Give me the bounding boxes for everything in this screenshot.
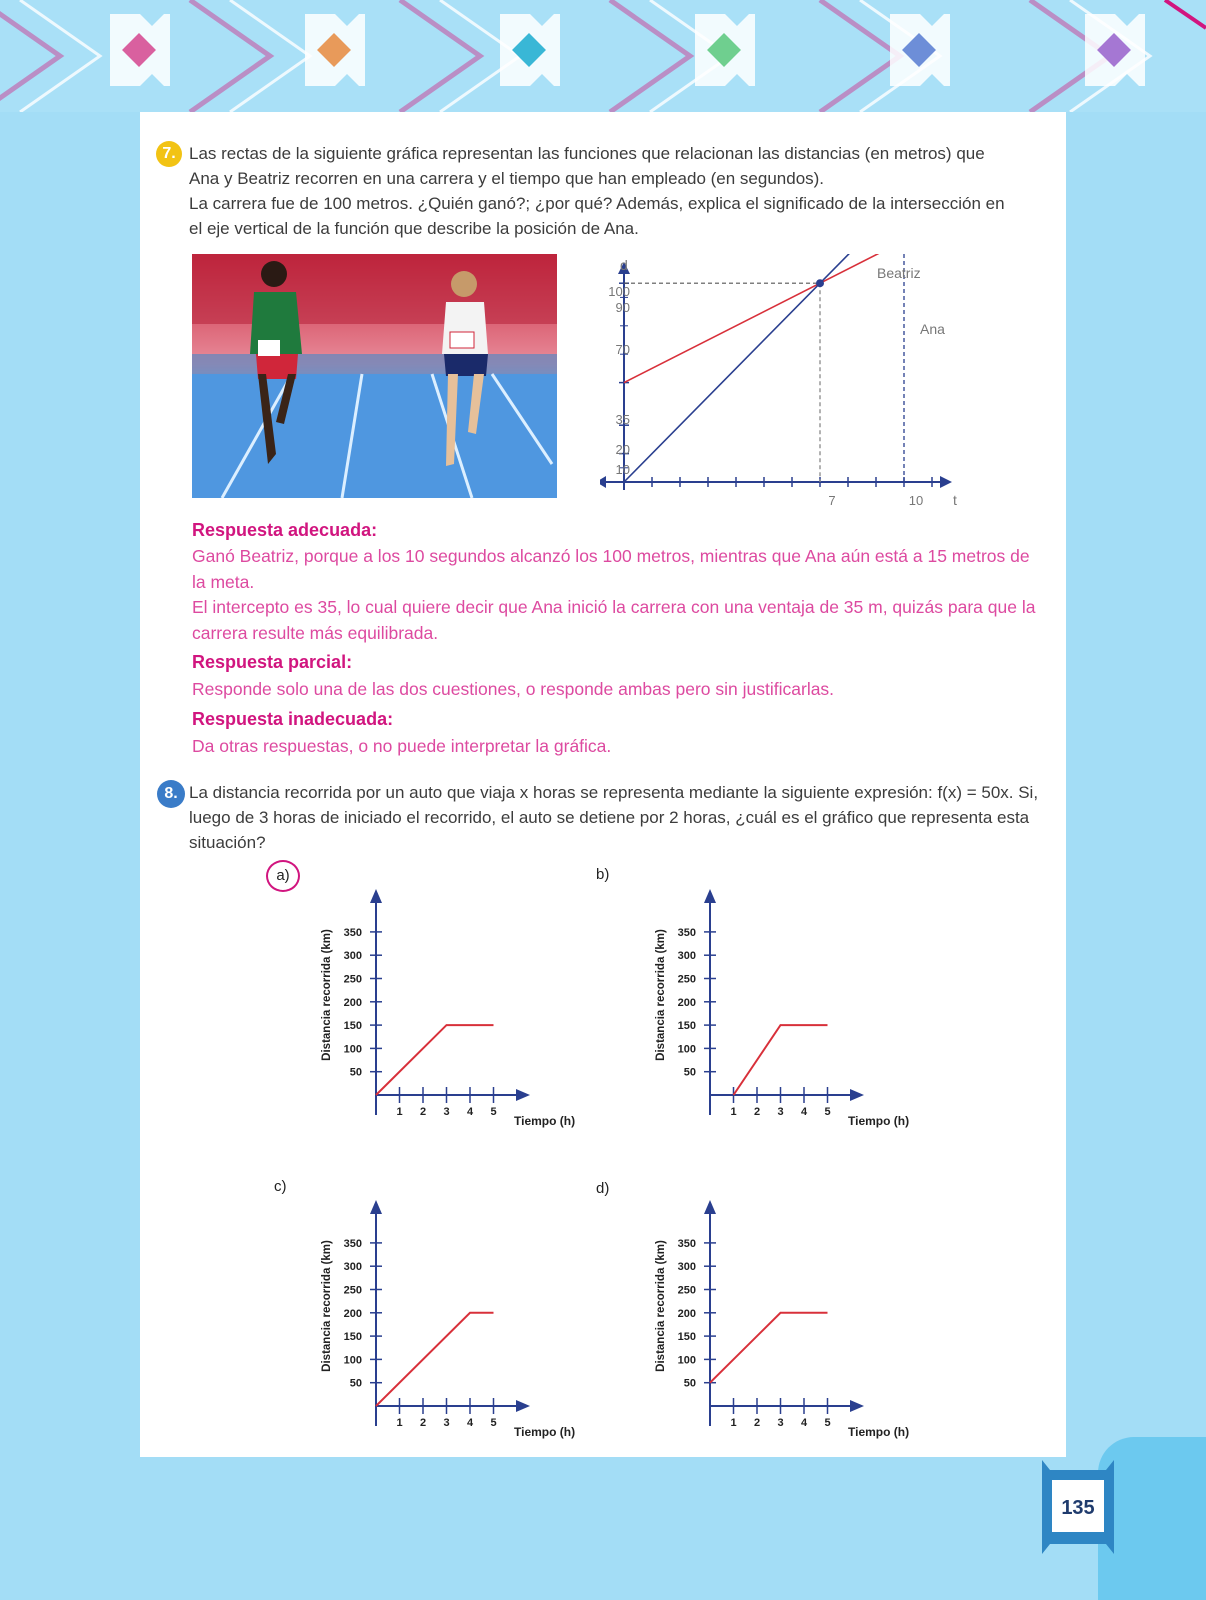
mini-y-tick-label: 50 — [683, 1377, 696, 1390]
mini-y-tick-label: 200 — [343, 996, 362, 1009]
mini-x-tick-label: 1 — [396, 1106, 403, 1118]
mini-x-tick-label: 3 — [777, 1106, 784, 1118]
question-7-text: Las rectas de la siguiente gráfica representan las funciones que relacionan las distancias (en metros) que Ana y Beatriz recorren en una carrera y el tiempo que han empleado (en segundos). La carrera fue de 100 metros. ¿Quién ganó?; ¿por qué? Además, explica el significado de la intersección en el eje vertical de la función que describe la posición de Ana. — [189, 144, 1005, 238]
q7-distance-time-chart — [600, 254, 970, 514]
mini-x-tick-label: 3 — [443, 1106, 450, 1118]
mini-x-tick-label: 1 — [396, 1417, 403, 1429]
mini-x-tick-label: 5 — [490, 1417, 497, 1429]
mini-y-arrow — [370, 1200, 382, 1214]
q7-x-arrow-left — [600, 476, 606, 488]
option-a-chart[interactable] — [320, 885, 600, 1140]
q7-ytick-20: 20 — [615, 442, 630, 457]
question-8-text: La distancia recorrida por un auto que viaja x horas se representa mediante la siguiente expresión: f(x) = 50x. Si, luego de 3 horas de iniciado el recorrido, el auto se detiene por 2 horas, ¿cuál es el gráfico que representa esta situación? — [189, 783, 1039, 852]
partial-answer-heading: Respuesta parcial: — [192, 652, 353, 672]
mini-y-tick-label: 350 — [677, 1237, 696, 1250]
mini-x-tick-label: 2 — [419, 1106, 427, 1118]
mini-x-tick-label: 2 — [753, 1417, 761, 1429]
option-b-chart[interactable] — [654, 885, 934, 1140]
mini-x-tick-label: 5 — [490, 1106, 497, 1118]
mini-x-tick-label: 1 — [730, 1417, 737, 1429]
option-c-label[interactable]: c) — [274, 1178, 287, 1195]
mini-x-tick-label: 3 — [777, 1417, 784, 1429]
q7-line-beatriz — [624, 254, 940, 482]
mini-x-tick-label: 4 — [466, 1106, 474, 1118]
mini-y-tick-label: 50 — [349, 1377, 362, 1390]
q7-xtick-7: 7 — [828, 493, 836, 508]
mini-y-tick-label: 150 — [677, 1331, 696, 1344]
mini-y-tick-label: 350 — [343, 1237, 362, 1250]
mini-y-tick-label: 200 — [343, 1307, 362, 1320]
mini-x-tick-label: 1 — [730, 1106, 737, 1118]
q7-ytick-100: 100 — [608, 284, 630, 299]
runners-photo — [192, 254, 557, 498]
mini-x-axis-label: Tiempo (h) — [514, 1425, 576, 1439]
mini-y-tick-label: 350 — [677, 926, 696, 939]
mini-y-tick-label: 250 — [343, 973, 362, 986]
mini-series-line — [734, 1025, 828, 1095]
mini-y-axis-label: Distancia recorrida (km) — [655, 929, 667, 1061]
q7-intersection-point — [816, 279, 824, 287]
q7-y-axis-label: d — [620, 257, 628, 273]
question-7-badge: 7. — [156, 141, 182, 167]
mini-x-tick-label: 4 — [466, 1417, 474, 1429]
mini-y-arrow — [704, 1200, 716, 1214]
decorative-banner — [0, 0, 1206, 112]
mini-y-tick-label: 200 — [677, 996, 696, 1009]
q7-ytick-90: 90 — [615, 300, 630, 315]
mini-y-tick-label: 300 — [343, 950, 362, 963]
mini-series-line — [710, 1313, 828, 1383]
option-d-label[interactable]: d) — [596, 1180, 610, 1197]
adequate-answer-heading: Respuesta adecuada: — [192, 520, 378, 540]
mini-y-tick-label: 50 — [683, 1066, 696, 1079]
mini-x-tick-label: 4 — [800, 1417, 808, 1429]
mini-x-arrow — [516, 1089, 530, 1101]
q7-ytick-10: 10 — [615, 462, 630, 477]
mini-y-tick-label: 200 — [677, 1307, 696, 1320]
option-c-chart[interactable] — [320, 1196, 600, 1451]
mini-y-tick-label: 150 — [343, 1020, 362, 1033]
mini-y-axis-label: Distancia recorrida (km) — [321, 929, 333, 1061]
mini-y-tick-label: 50 — [349, 1066, 362, 1079]
mini-y-tick-label: 300 — [343, 1261, 362, 1274]
mini-x-arrow — [516, 1400, 530, 1412]
mini-y-tick-label: 100 — [343, 1043, 362, 1056]
page-number-badge — [1036, 1460, 1120, 1554]
mini-y-tick-label: 350 — [343, 926, 362, 939]
mini-x-axis-label: Tiempo (h) — [514, 1114, 576, 1128]
q7-x-axis-label: t — [953, 492, 957, 508]
mini-y-tick-label: 100 — [343, 1354, 362, 1367]
mini-x-tick-label: 5 — [824, 1106, 831, 1118]
mini-x-tick-label: 3 — [443, 1417, 450, 1429]
mini-y-axis-label: Distancia recorrida (km) — [655, 1240, 667, 1372]
q7-ytick-35: 35 — [615, 412, 630, 427]
mini-y-tick-label: 100 — [677, 1043, 696, 1056]
mini-x-arrow — [850, 1400, 864, 1412]
q7-xtick-10: 10 — [908, 493, 924, 508]
mini-y-arrow — [704, 889, 716, 903]
mini-x-tick-label: 2 — [419, 1417, 427, 1429]
q7-legend-beatriz: Beatriz — [877, 265, 921, 281]
mini-y-tick-label: 250 — [343, 1284, 362, 1297]
page-number: 135 — [1061, 1497, 1095, 1519]
mini-x-axis-label: Tiempo (h) — [848, 1114, 910, 1128]
mini-x-arrow — [850, 1089, 864, 1101]
q7-legend-ana: Ana — [920, 321, 945, 337]
mini-y-tick-label: 100 — [677, 1354, 696, 1367]
mini-x-tick-label: 4 — [800, 1106, 808, 1118]
inadequate-answer-heading: Respuesta inadecuada: — [192, 709, 394, 729]
mini-y-tick-label: 250 — [677, 1284, 696, 1297]
mini-y-tick-label: 300 — [677, 1261, 696, 1274]
mini-y-tick-label: 150 — [677, 1020, 696, 1033]
mini-y-tick-label: 300 — [677, 950, 696, 963]
mini-y-tick-label: 250 — [677, 973, 696, 986]
option-a-label[interactable]: a) — [266, 860, 300, 892]
option-d-chart[interactable] — [654, 1196, 934, 1451]
q7-x-arrow — [940, 476, 952, 488]
option-b-label[interactable]: b) — [596, 866, 610, 883]
mini-x-tick-label: 2 — [753, 1106, 761, 1118]
partial-answer-text: Responde solo una de las dos cuestiones, o responde ambas pero sin justificarlas. — [192, 679, 835, 699]
mini-x-axis-label: Tiempo (h) — [848, 1425, 910, 1439]
mini-series-line — [376, 1313, 494, 1406]
mini-y-tick-label: 150 — [343, 1331, 362, 1344]
mini-y-arrow — [370, 889, 382, 903]
mini-series-line — [376, 1025, 494, 1095]
q7-ytick-70: 70 — [615, 342, 630, 357]
mini-x-tick-label: 5 — [824, 1417, 831, 1429]
question-8-badge: 8. — [157, 780, 185, 808]
inadequate-answer-text: Da otras respuestas, o no puede interpretar la gráfica. — [192, 736, 612, 756]
adequate-answer-text: Ganó Beatriz, porque a los 10 segundos alcanzó los 100 metros, mientras que Ana aún está a 15 metros de la meta. El intercepto es 35, lo cual quiere decir que Ana inició la carrera con una ventaja de 35 m, quizás para que la carrera resulte más equilibrada. — [192, 546, 1036, 643]
mini-y-axis-label: Distancia recorrida (km) — [321, 1240, 333, 1372]
